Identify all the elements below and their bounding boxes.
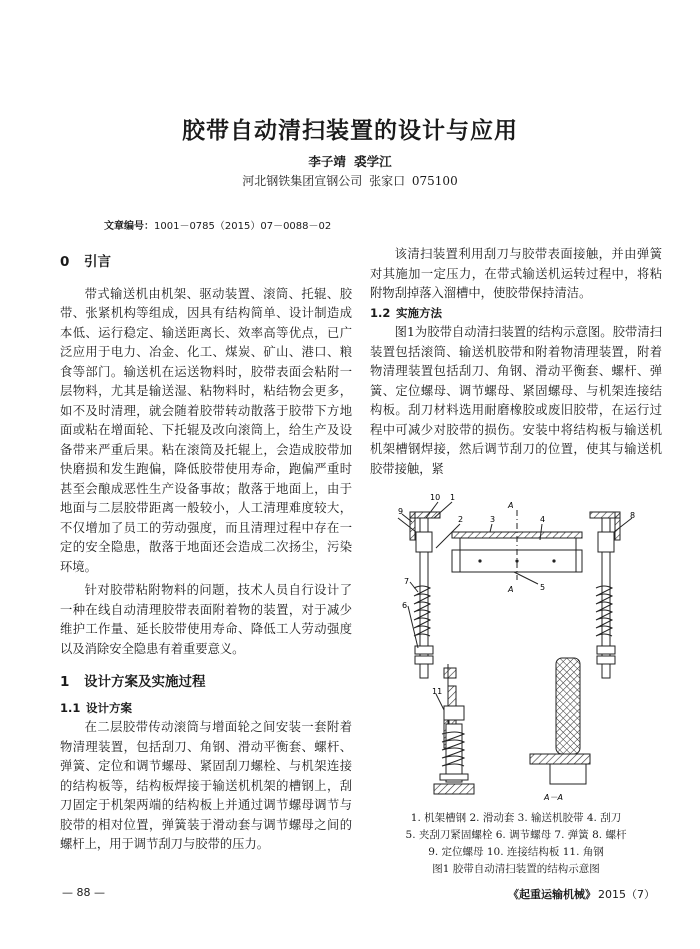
caption-line-1: 1. 机架槽钢 2. 滑动套 3. 输送机胶带 4. 刮刀: [410, 812, 622, 824]
section-number: 0: [60, 254, 70, 270]
intro-paragraph-2: 针对胶带粘附物料的问题，技术人员自行设计了一种在线自动清理胶带表面附着物的装置，对于减少维护工作量、延长胶带使用寿命、降低工人劳动强度以及消除安全隐患有着重要意义。: [60, 583, 352, 656]
subsection-title: 实施方法: [396, 305, 442, 320]
subsection-number: 1.2: [370, 305, 391, 320]
implementation-paragraph: 图1为胶带自动清扫装置的结构示意图。胶带清扫装置包括滚筒、输送机胶带和附着物清理装置，附着物清理装置包括刮刀、角钢、滑动平衡套、螺杆、弹簧、定位螺母、调节螺母、紧固螺母、与机架连接结构板。刮刀材料选用耐磨橡胶或废旧胶带，在运行过程中可减少对胶带的损伤。安装中将结构板与输送机机架槽钢焊接，然后调节刮刀的位置，使其与输送机胶带接触，紧: [370, 325, 662, 476]
paper-title: 胶带自动清扫装置的设计与应用: [182, 118, 518, 144]
design-paragraph: 在二层胶带传动滚筒与增面轮之间安装一套附着物清理装置，包括刮刀、角钢、滑动平衡套、螺杆、弹簧、定位和调节螺母、紧固刮刀螺栓、与机架连接的结构板等，结构板焊接于输送机机架的槽钢上，刮刀固定于机架两端的结构板上并通过调节螺母调节与胶带的相对位置，弹簧装于滑动套与调节螺母之间的螺杆上，用于调节刮刀与胶带的压力。: [60, 720, 352, 851]
bolt-hole: [478, 559, 481, 562]
label-10: 10: [430, 493, 441, 502]
caption-line-3: 9. 定位螺母 10. 连接结构板 11. 角钢: [428, 846, 604, 858]
subsection-title: 设计方案: [86, 700, 132, 715]
section-1-heading: [60, 673, 352, 693]
right-column: [370, 245, 662, 479]
label-a-top: A: [508, 501, 514, 510]
right-screw-spring: [596, 518, 615, 678]
label-2: 2: [458, 515, 464, 524]
section-title: 引言: [84, 254, 111, 270]
section-view: [432, 658, 590, 802]
section-0-heading: [60, 253, 352, 273]
caption-line-2: 5. 夹刮刀紧固螺栓 6. 调节螺母 7. 弹簧 8. 螺杆: [405, 829, 627, 841]
label-section: A－A: [544, 793, 563, 802]
subsection-number: 1.1: [60, 700, 81, 715]
label-1: 1: [450, 493, 456, 502]
subsection-1-2-heading: [370, 304, 662, 324]
article-number-value: 1001－0785（2015）07－0088－02: [154, 221, 332, 232]
bolt-hole: [552, 559, 555, 562]
left-column: [60, 253, 352, 855]
figure-caption: [370, 810, 662, 876]
scraper-blade: [460, 538, 576, 572]
figure-1-diagram: [390, 488, 652, 808]
authors: 李子靖 裘学江: [308, 154, 392, 169]
label-6: 6: [402, 601, 408, 610]
subsection-1-1-heading: [60, 699, 352, 719]
affiliation: 河北钢铁集团宣钢公司 张家口 075100: [242, 174, 458, 188]
label-5: 5: [540, 583, 546, 592]
section-number: 1: [60, 674, 70, 690]
article-number-label: 文章编号：: [104, 221, 154, 232]
label-a-bottom: A: [508, 585, 514, 594]
figure-title: 图1 胶带自动清扫装置的结构示意图: [432, 863, 600, 875]
label-3: 3: [490, 515, 496, 524]
article-number: [104, 217, 331, 232]
left-screw-spring: [414, 518, 433, 678]
label-11: 11: [432, 687, 443, 696]
page-number: — 88 —: [62, 886, 105, 899]
label-8: 8: [630, 511, 636, 520]
journal-issue: 2015（7）: [598, 888, 655, 901]
journal-name: 《起重运输机械》: [508, 888, 596, 901]
label-9: 9: [398, 507, 404, 516]
section-title: 设计方案及实施过程: [84, 674, 206, 690]
label-4: 4: [540, 515, 546, 524]
right-paragraph-1: 该清扫装置利用刮刀与胶带表面接触，并由弹簧对其施加一定压力，在带式输送机运转过程中，将粘附物刮掉落入溜槽中，使胶带保持清洁。: [370, 247, 662, 300]
label-7: 7: [404, 577, 410, 586]
intro-paragraph-1: 带式输送机由机架、驱动装置、滚筒、托辊、胶带、张紧机构等组成，因具有结构简单、设计制造成本低、运行稳定、输送距离长、效率高等优点，已广泛应用于电力、冶金、化工、煤炭、矿山、港口、粮食等部门。输送机在运送物料时，胶带表面会粘附一层物料，尤其是输送湿、粘物料时，粘结物会更多，如不及时清理，就会随着胶带转动散落于胶带下方地面或粘在增面轮、下托辊及改向滚筒上，给生产及设备带来严重后果。粘在滚筒及托辊上，会造成胶带加快磨损和发生跑偏，降低胶带使用寿命，跑偏严重时甚至会酿成恶性生产设备事故；散落于地面上，由于地面与二层胶带距离一般较小，人工清理难度较大，不仅增加了员工的劳动强度，而且清理过程中存在一定的安全隐患，散落于地面还会造成二次扬尘，污染环境。: [60, 286, 352, 574]
